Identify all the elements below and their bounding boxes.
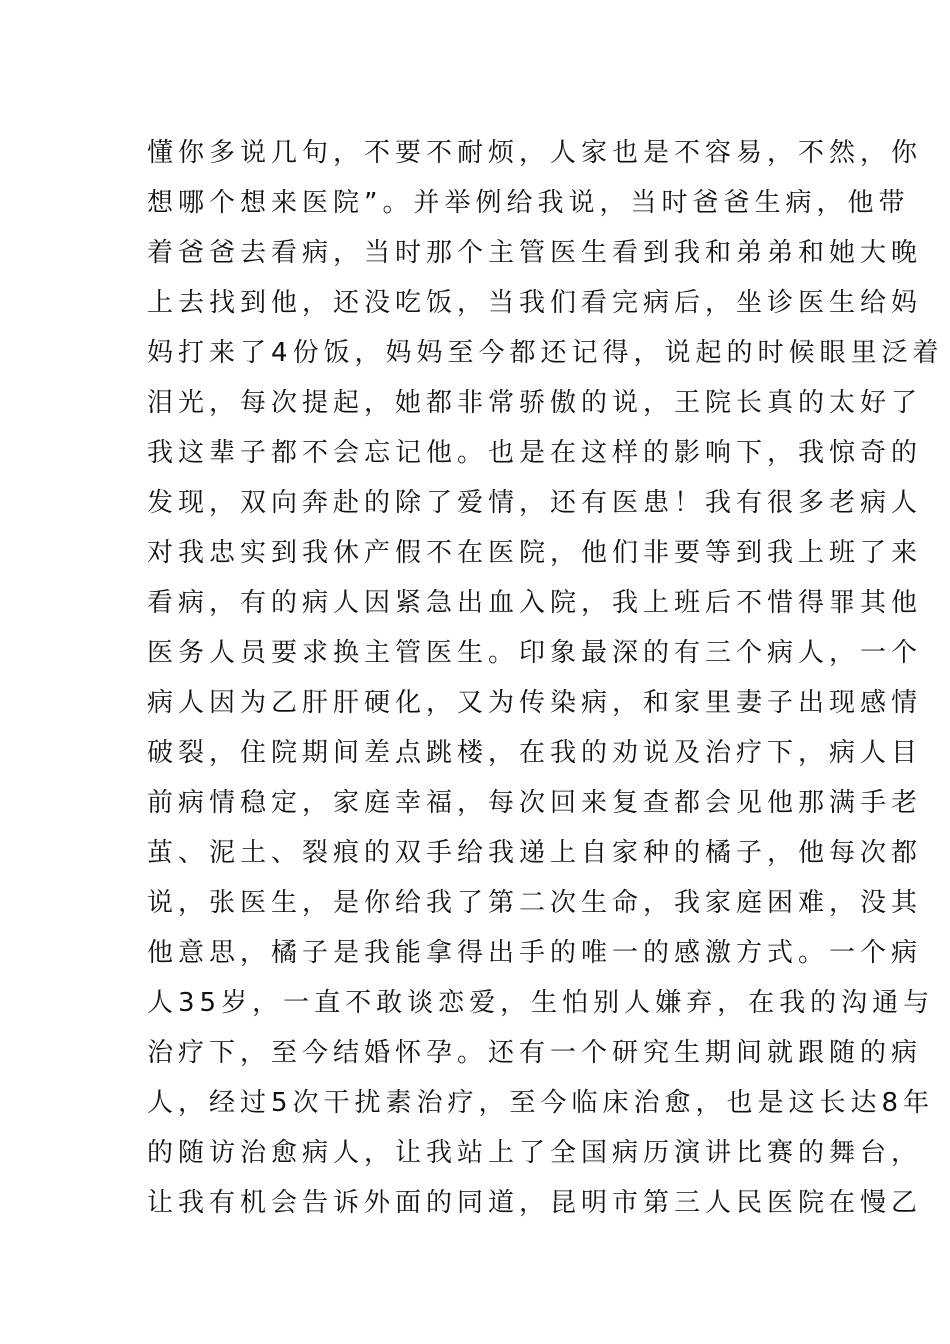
text-line: 泪光，每次提起，她都非常骄傲的说，王院长真的太好了 [147, 388, 923, 418]
text-line: 人35岁，一直不敢谈恋爱，生怕别人嫌弃，在我的沟通与 [147, 988, 935, 1018]
text-line: 懂你多说几句，不要不耐烦，人家也是不容易，不然，你 [147, 138, 923, 168]
body-paragraph [147, 128, 944, 1228]
text-line: 让我有机会告诉外面的同道，昆明市第三人民医院在慢乙 [147, 1188, 923, 1218]
text-line: 医务人员要求换主管医生。印象最深的有三个病人，一个 [147, 638, 923, 668]
text-line: 茧、泥土、裂痕的双手给我递上自家种的橘子，他每次都 [147, 838, 923, 868]
text-line: 病人因为乙肝肝硬化，又为传染病，和家里妻子出现感情 [147, 688, 923, 718]
text-line: 妈打来了4份饭，妈妈至今都还记得，说起的时候眼里泛着 [147, 338, 944, 368]
text-line: 人，经过5次干扰素治疗，至今临床治愈，也是这长达8年 [147, 1088, 935, 1118]
text-line: 对我忠实到我休产假不在医院，他们非要等到我上班了来 [147, 538, 923, 568]
text-line: 看病，有的病人因紧急出血入院，我上班后不惜得罪其他 [147, 588, 923, 618]
text-line: 破裂，住院期间差点跳楼，在我的劝说及治疗下，病人目 [147, 738, 923, 768]
text-line: 我这辈子都不会忘记他。也是在这样的影响下，我惊奇的 [147, 438, 923, 468]
text-line: 的随访治愈病人，让我站上了全国病历演讲比赛的舞台， [147, 1138, 923, 1168]
text-line: 说，张医生，是你给我了第二次生命，我家庭困难，没其 [147, 888, 923, 918]
text-line: 着爸爸去看病，当时那个主管医生看到我和弟弟和她大晚 [147, 238, 923, 268]
text-line: 治疗下，至今结婚怀孕。还有一个研究生期间就跟随的病 [147, 1038, 923, 1068]
text-line: 想哪个想来医院”。并举例给我说，当时爸爸生病，他带 [147, 188, 910, 218]
text-line: 他意思，橘子是我能拿得出手的唯一的感激方式。一个病 [147, 938, 923, 968]
text-line: 上去找到他，还没吃饭，当我们看完病后，坐诊医生给妈 [147, 288, 923, 318]
text-line: 发现，双向奔赴的除了爱情，还有医患！我有很多老病人 [147, 488, 923, 518]
text-line: 前病情稳定，家庭幸福，每次回来复查都会见他那满手老 [147, 788, 923, 818]
